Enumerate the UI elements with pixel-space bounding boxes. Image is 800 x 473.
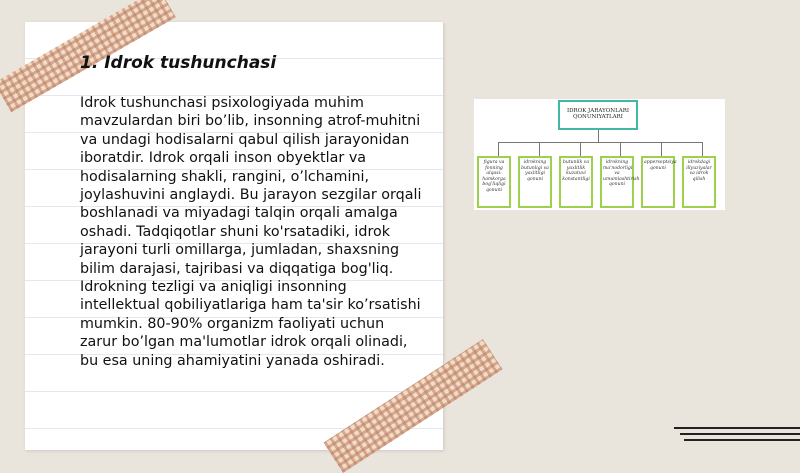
connector-line [661,142,662,156]
diagram-root-node: IDROK JARAYONLARI QONUNIYATLARI [558,100,638,130]
perception-laws-diagram [474,99,725,210]
connector-line [702,142,703,156]
connector-line [580,142,581,156]
diagram-child-node: idrokning ma'nodorligi va umumlashtirish qonuni [600,156,634,208]
diagram-child-node: figura va fonning alqasi: hamkorga bog'liqligi qonuni [477,156,511,208]
decorative-stripes [674,425,800,445]
diagram-child-node: butunlik va yaxlitlik kuzatuvi konstantligi [559,156,593,208]
connector-line [539,142,540,156]
slide-body-text: Idrok tushunchasi psixologiyada muhim mavzulardan biri bo’lib, insonning atrof-muhitni va undagi hodisalarni qabul qilish jarayonidan iboratdir. Idrok orqali inson obyektlar va hodisalarning shakli, rangini, o’lchamini, joylashuvini anglaydi. Bu jarayon sezgilar orqali boshlanadi va miyadagi talqin orqali amalga oshadi. Tadqiqotlar shuni ko'rsatadiki, idrok jarayoni turli omillarga, jumladan, shaxsning bilim darajasi, tajribasi va diqqatiga bog'liq. Idrokning tezligi va aniqligi insonning intellektual qobiliyatlariga ham ta'sir ko’rsatishi mumkin. 80-90% organizm faoliyati uchun zarur bo’lgan ma'lumotlar idrok orqali olinadi, bu esa uning ahamiyatini yanada oshiradi. [80,95,422,369]
connector-line [598,130,599,142]
diagram-child-node: idrokning butunligi va yaxlitligi qonuni [518,156,552,208]
connector-line [498,142,702,143]
diagram-child-node: idrokdagi illyuziyalar va idrok qilish [682,156,716,208]
connector-line [620,142,621,156]
slide-title: 1. Idrok tushunchasi [80,53,277,73]
connector-line [498,142,499,156]
diagram-child-node: apperseptsiya qonuni [641,156,675,208]
